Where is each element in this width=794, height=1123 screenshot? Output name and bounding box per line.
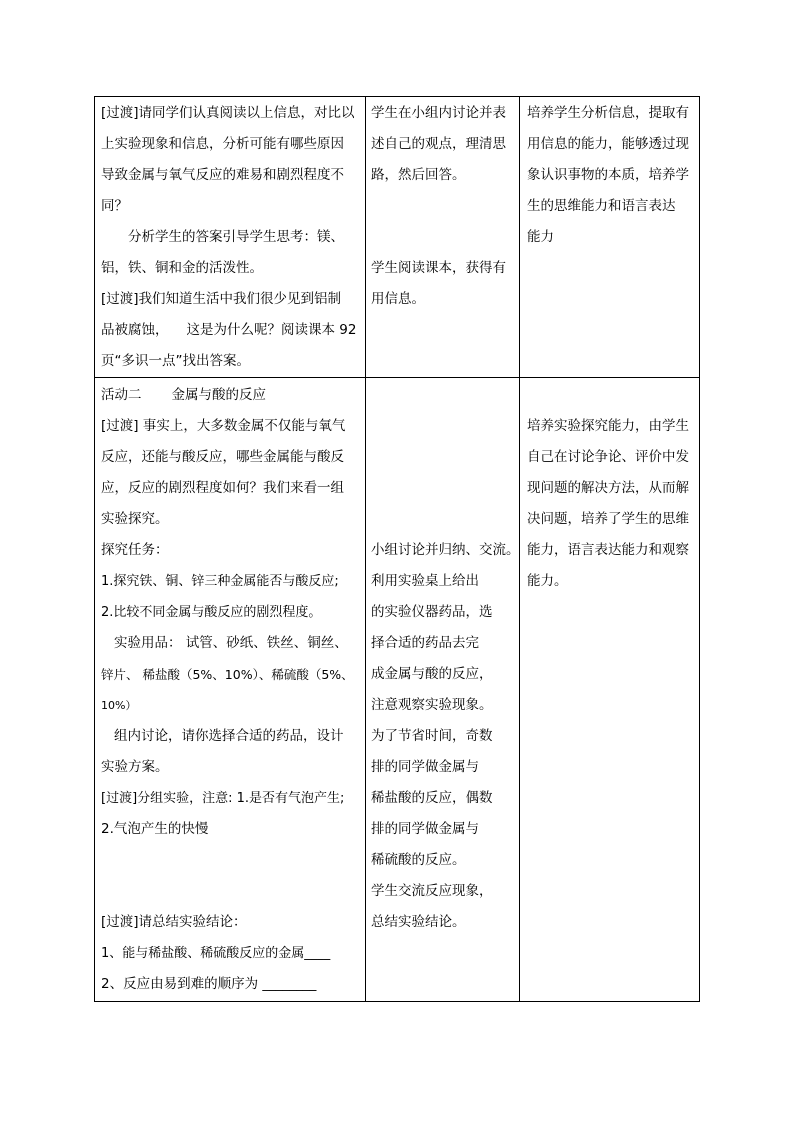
text-line: 锌片、 稀盐酸（5%、10%）、稀硫酸（5%、 (101, 667, 354, 682)
text-line: 铝，铁、铜和金的活泼性。 (101, 260, 263, 276)
text-line: 1.探究铁、铜、锌三种金属能否与酸反应; (101, 574, 339, 589)
text-line: 排的同学做金属与 (371, 759, 479, 775)
text-line: 稀盐酸的反应，偶数 (371, 790, 493, 806)
text-line: 的实验仪器药品，选 (371, 604, 493, 620)
row2-student-activity (371, 535, 520, 938)
text-line: 组内讨论，请你选择合适的药品，设计 (114, 728, 344, 744)
text-line: 能力 (527, 229, 554, 245)
text-line: 成金属与酸的反应， (371, 666, 493, 682)
text-line: 为了节省时间，奇数 (371, 728, 493, 744)
text-line: 学生在小组内讨论并表 (371, 105, 506, 121)
text-line: 培养学生分析信息，提取有 (527, 105, 689, 121)
text-line: 述自己的观点，理清思 (371, 136, 506, 152)
text-line: 能力。 (527, 573, 568, 589)
row1-student-activity (371, 98, 516, 315)
text-line: [过渡]请总结实验结论： (101, 914, 247, 930)
text-line: 培养实验探究能力，由学生 (527, 418, 689, 434)
text-line: 能力，语言表达能力和观察 (527, 542, 689, 558)
text-line: 1、能与稀盐酸、稀硫酸反应的金属____ (101, 946, 331, 961)
text-fragment: 这是为什么呢？阅读课本 92 (186, 322, 357, 338)
text-line: 学生交流反应现象， (371, 883, 493, 899)
text-line: 页“多识一点”找出答案。 (101, 353, 250, 369)
text-line: [过渡] 事实上，大多数金属不仅能与氧气 (101, 418, 346, 434)
text-fragment: 品被腐蚀， (101, 322, 169, 338)
text-line: 应，反应的剧烈程度如何？我们来看一组 (101, 480, 344, 496)
text-line: 实验用品： 试管、砂纸、铁丝、铜丝、 (114, 635, 348, 651)
text-line: 路，然后回答。 (371, 167, 466, 183)
text-line: 用信息的能力，能够透过现 (527, 136, 689, 152)
text-line: 分析学生的答案引导学生思考：镁、 (128, 229, 344, 245)
row1-teacher-activity (101, 98, 363, 377)
text-line: 10%） (101, 699, 137, 712)
text-line: 稀硫酸的反应。 (371, 852, 466, 868)
text-line: 实验探究。 (101, 511, 169, 527)
text-line: 象认识事物的本质，培养学 (527, 167, 689, 183)
row1-design-intent (527, 98, 697, 253)
text-line: 2、反应由易到难的顺序为 ________ (101, 976, 317, 992)
text-line: 导致金属与氧气反应的难易和剧烈程度不 (101, 167, 344, 183)
text-line: 决问题，培养了学生的思维 (527, 511, 689, 527)
activity-label: 活动二 (101, 387, 142, 403)
text-line: 利用实验桌上给出 (371, 573, 479, 589)
text-line: 小组讨论并归纳、交流。 (371, 542, 520, 558)
text-line (101, 380, 363, 411)
row2-design-intent (527, 411, 697, 597)
text-line: 生的思维能力和语言表达 (527, 198, 676, 214)
text-line: [过渡]请同学们认真阅读以上信息，对比以 (101, 105, 355, 121)
text-line: 探究任务： (101, 542, 169, 558)
activity-title: 金属与酸的反应 (171, 387, 266, 403)
text-line: 用信息。 (371, 291, 425, 307)
text-line: 注意观察实验现象。 (371, 697, 493, 713)
row-divider (95, 377, 699, 378)
row2-teacher-activity (101, 380, 363, 1000)
text-line: 总结实验结论。 (371, 914, 466, 930)
text-line: 2.比较不同金属与酸反应的剧烈程度。 (101, 605, 322, 620)
text-line (101, 315, 363, 346)
text-line: 反应，还能与酸反应，哪些金属能与酸反 (101, 449, 344, 465)
text-line: 择合适的药品去完 (371, 635, 479, 651)
text-line: [过渡]分组实验，注意: 1.是否有气泡产生; (101, 791, 345, 806)
text-line: 同？ (101, 198, 128, 214)
text-line: [过渡]我们知道生活中我们很少见到铝制 (101, 291, 342, 307)
text-line: 现问题的解决方法，从而解 (527, 480, 689, 496)
text-line: 上实验现象和信息，分析可能有哪些原因 (101, 136, 344, 152)
column-divider (365, 97, 366, 1001)
lesson-plan-table (94, 96, 700, 1002)
text-line: 2.气泡产生的快慢 (101, 821, 209, 837)
text-line: 排的同学做金属与 (371, 821, 479, 837)
text-line: 实验方案。 (101, 759, 169, 775)
text-line: 自己在讨论争论、评价中发 (527, 449, 689, 465)
text-line: 学生阅读课本，获得有 (371, 260, 506, 276)
